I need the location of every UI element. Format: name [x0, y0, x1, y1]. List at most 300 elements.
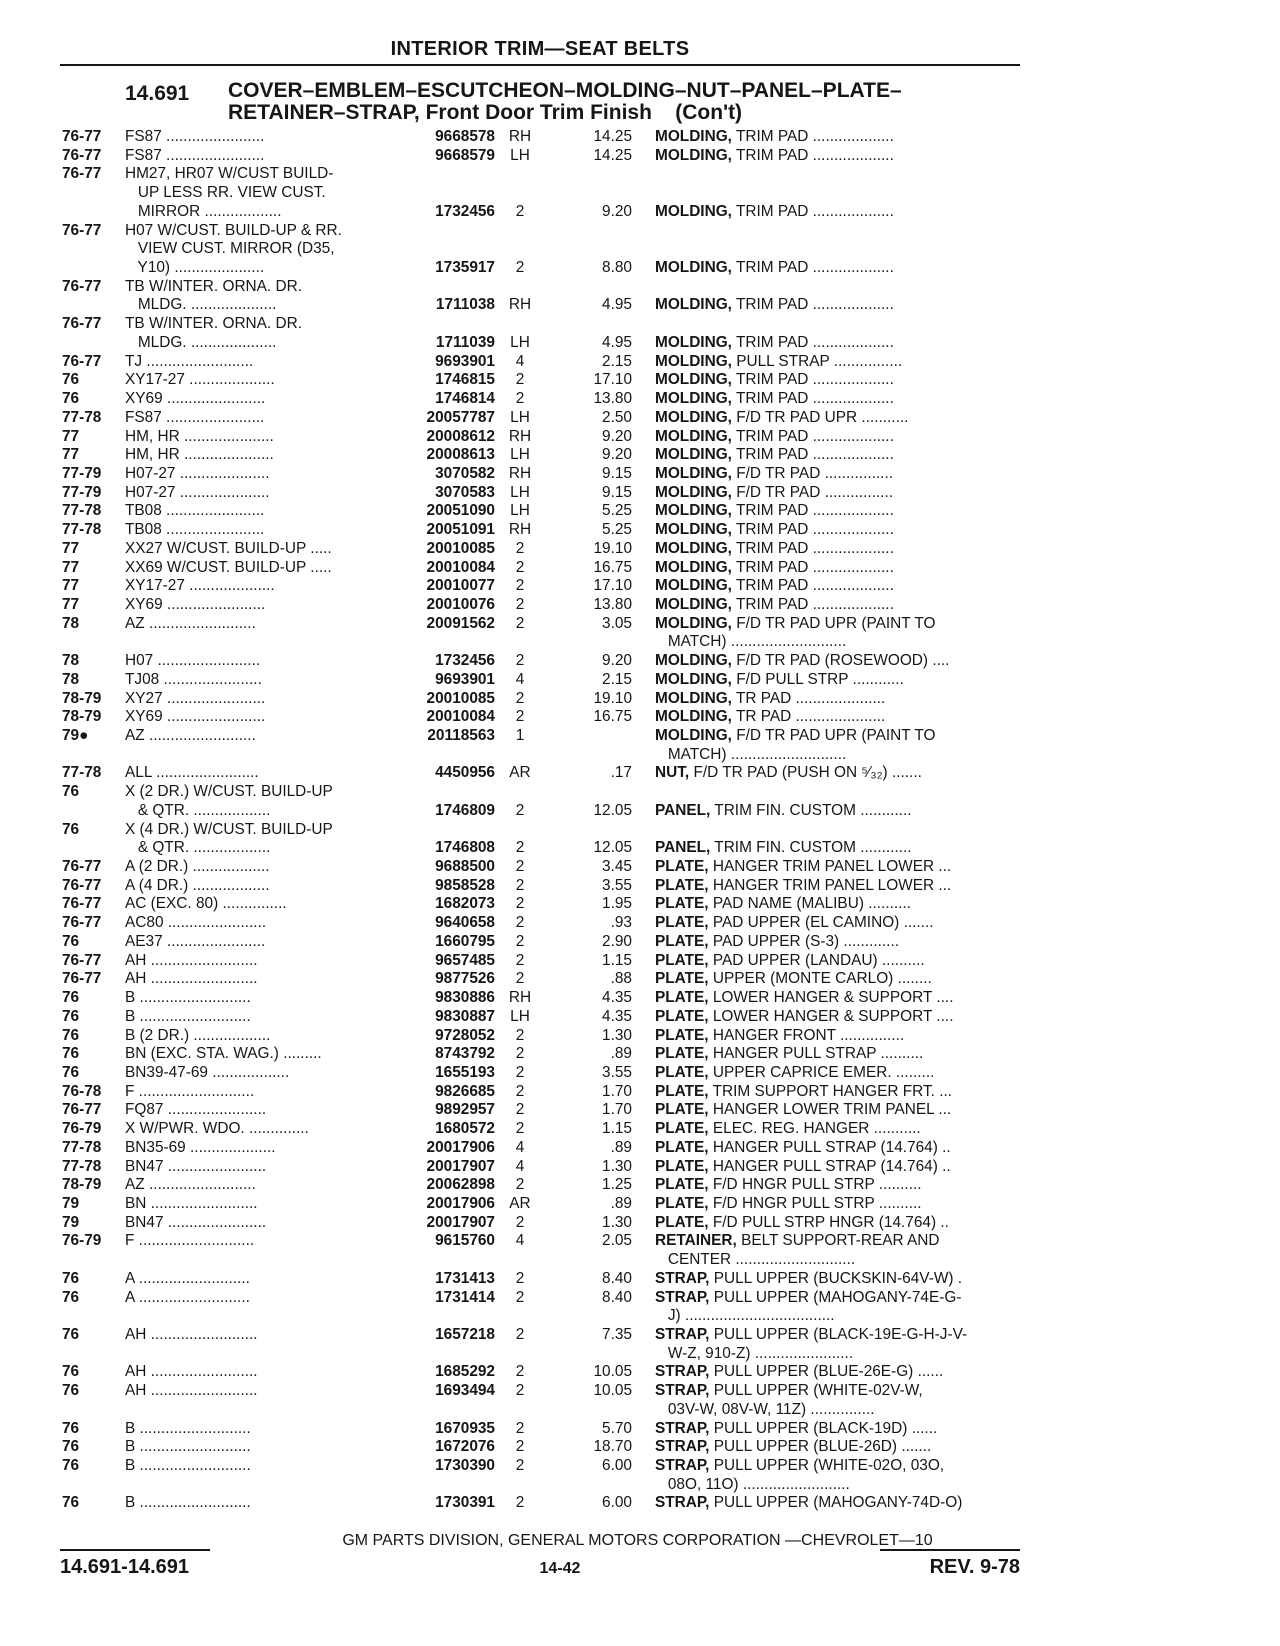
year-cell: 76-78 [62, 1082, 102, 1100]
year-cell: 76 [62, 1007, 80, 1025]
part-number-cell: 9830887 [435, 1007, 495, 1025]
part-number-cell: 4450956 [435, 764, 495, 782]
quantity-cell: 2 [515, 1101, 525, 1119]
footer-publisher: GM PARTS DIVISION, GENERAL MOTORS CORPORATION —CHEVROLET—10 [342, 1532, 933, 1549]
table-row [0, 1420, 1280, 1439]
model-cell: X (2 DR.) W/CUST. BUILD-UP [125, 783, 333, 801]
description-cell [655, 1494, 1017, 1513]
quantity-cell: 2 [515, 1438, 525, 1456]
quantity-cell: 2 [515, 202, 525, 220]
table-row [0, 409, 1280, 428]
price-cell: 9.20 [602, 652, 632, 670]
description-keyword: MOLDING, [655, 577, 732, 595]
description-text: TRIM PAD ................... [731, 146, 894, 164]
part-number-cell: 9640658 [435, 914, 495, 932]
price-cell: 17.10 [593, 577, 632, 595]
description-text: TRIM PAD ................... [731, 333, 894, 351]
part-number-cell: 20008613 [426, 446, 495, 464]
table-row [0, 540, 1280, 559]
price-cell: 3.45 [602, 858, 632, 876]
description-text: TRIM PAD ................... [731, 595, 894, 613]
description-cell [655, 1438, 1017, 1457]
description-text: PULL UPPER (BLACK-19E-G-H-J-V- [709, 1326, 968, 1343]
year-cell: 79 [62, 1213, 80, 1231]
table-row [0, 1195, 1280, 1214]
description-text: TRIM FIN. CUSTOM ............ [710, 801, 912, 819]
description-keyword: PLATE, [655, 1026, 709, 1044]
price-cell: 1.70 [602, 1101, 632, 1119]
description-cell [655, 1214, 1017, 1233]
description-keyword: MOLDING, [655, 670, 732, 688]
quantity-cell: 2 [515, 1382, 525, 1400]
description-text: TRIM PAD ................... [731, 296, 894, 314]
part-number-cell: 1746814 [435, 390, 495, 408]
model-cell: HM, HR ..................... [125, 427, 274, 445]
price-cell: 3.05 [602, 614, 632, 632]
model-cell: F ........................... [125, 1232, 255, 1250]
part-number-cell: 1731413 [435, 1269, 495, 1287]
part-number-cell: 9858528 [435, 876, 495, 894]
price-cell: 1.25 [602, 1176, 632, 1194]
description-text: TRIM FIN. CUSTOM ............ [710, 839, 912, 857]
description-text: F/D TR PAD (ROSEWOOD) .... [731, 652, 950, 670]
description-text: HANGER PULL STRAP .......... [708, 1045, 924, 1063]
table-row [0, 1307, 1280, 1326]
model-cell: XY17-27 .................... [125, 371, 275, 389]
model-cell: AE37 ....................... [125, 932, 266, 950]
price-cell: .17 [610, 764, 632, 782]
quantity-cell: 2 [515, 558, 525, 576]
year-cell: 76 [62, 1288, 80, 1306]
table-row [0, 764, 1280, 783]
model-cell: UP LESS RR. VIEW CUST. [125, 184, 326, 202]
description-keyword: MOLDING, [655, 371, 732, 389]
description-keyword: MOLDING, [655, 689, 732, 707]
table-row [0, 559, 1280, 578]
model-cell: A (4 DR.) .................. [125, 876, 270, 894]
table-row [0, 203, 1280, 222]
table-row [0, 970, 1280, 989]
description-text: TRIM SUPPORT HANGER FRT. ... [708, 1082, 953, 1100]
description-keyword: STRAP, [655, 1288, 710, 1306]
year-cell: 76 [62, 371, 80, 389]
description-text: HANGER PULL STRAP (14.764) .. [708, 1157, 951, 1175]
year-cell: 79 [62, 1194, 80, 1212]
table-row [0, 1158, 1280, 1177]
description-text: TRIM PAD ................... [731, 446, 894, 464]
description-keyword: RETAINER, [655, 1232, 737, 1250]
table-row [0, 933, 1280, 952]
description-cell [655, 877, 1017, 896]
quantity-cell: 2 [515, 801, 525, 819]
year-cell: 77-79 [62, 483, 102, 501]
part-number-cell: 1732456 [435, 652, 495, 670]
price-cell: 1.15 [602, 1120, 632, 1138]
quantity-cell: 2 [515, 932, 525, 950]
model-cell: XX27 W/CUST. BUILD-UP ..... [125, 539, 332, 557]
part-number-cell: 20010084 [426, 558, 495, 576]
description-keyword: MOLDING, [655, 352, 732, 370]
description-text: HANGER TRIM PANEL LOWER ... [708, 876, 952, 894]
quantity-cell: LH [510, 446, 530, 464]
description-keyword: PLATE, [655, 1063, 709, 1081]
description-cell [655, 559, 1017, 578]
description-cell [655, 465, 1017, 484]
quantity-cell: 2 [515, 895, 525, 913]
model-cell: AH ......................... [125, 970, 258, 988]
quantity-cell: 2 [515, 577, 525, 595]
year-cell: 77-78 [62, 764, 102, 782]
model-cell: HM, HR ..................... [125, 446, 274, 464]
model-cell: H07-27 ..................... [125, 464, 270, 482]
model-cell: XY69 ....................... [125, 595, 266, 613]
table-row [0, 783, 1280, 802]
table-row [0, 1270, 1280, 1289]
description-text: TRIM PAD ................... [731, 502, 894, 520]
quantity-cell: 2 [515, 970, 525, 988]
price-cell: 4.35 [602, 1007, 632, 1025]
description-text: PULL STRAP ................ [731, 352, 903, 370]
table-row [0, 914, 1280, 933]
quantity-cell: 4 [515, 670, 525, 688]
year-cell: 76-79 [62, 1232, 102, 1250]
description-keyword: PANEL, [655, 801, 711, 819]
year-cell: 77-78 [62, 521, 102, 539]
quantity-cell: LH [510, 502, 530, 520]
description-cell [655, 147, 1017, 166]
year-cell: 76-77 [62, 165, 102, 183]
model-cell: B .......................... [125, 1457, 251, 1475]
quantity-cell: 2 [515, 914, 525, 932]
table-row [0, 502, 1280, 521]
description-text: J) ................................... [655, 1307, 835, 1325]
price-cell: 3.55 [602, 876, 632, 894]
model-cell: BN ......................... [125, 1194, 258, 1212]
price-cell: 9.20 [602, 446, 632, 464]
part-number-cell: 1735917 [435, 259, 495, 277]
model-cell: TB08 ....................... [125, 521, 265, 539]
table-row [0, 222, 1280, 241]
part-number-cell: 20062898 [426, 1176, 495, 1194]
table-row [0, 1176, 1280, 1195]
part-number-cell: 1685292 [435, 1363, 495, 1381]
description-text: 03V-W, 08V-W, 11Z) ............... [655, 1400, 875, 1418]
price-cell: 1.70 [602, 1082, 632, 1100]
price-cell: 7.35 [602, 1326, 632, 1343]
price-cell: 19.10 [593, 539, 632, 557]
price-cell: 6.00 [602, 1494, 632, 1512]
year-cell: 76-79 [62, 1120, 102, 1138]
year-cell: 76-77 [62, 146, 102, 164]
quantity-cell: LH [510, 483, 530, 501]
price-cell: .88 [610, 970, 632, 988]
description-text: TRIM PAD ................... [731, 371, 894, 389]
quantity-cell: 2 [515, 1026, 525, 1044]
table-row [0, 1382, 1280, 1401]
table-row [0, 1083, 1280, 1102]
table-row [0, 1363, 1280, 1382]
part-number-cell: 1746815 [435, 371, 495, 389]
model-cell: BN47 ....................... [125, 1157, 267, 1175]
quantity-cell: 4 [515, 352, 525, 370]
model-cell: F ........................... [125, 1082, 255, 1100]
description-text: PAD NAME (MALIBU) .......... [708, 895, 911, 913]
model-cell: AH ......................... [125, 951, 258, 969]
table-row [0, 1232, 1280, 1251]
description-text: HANGER TRIM PANEL LOWER ... [708, 858, 952, 876]
description-keyword: PLATE, [655, 1101, 709, 1119]
table-row [0, 989, 1280, 1008]
model-cell: FS87 ....................... [125, 408, 265, 426]
table-row [0, 1457, 1280, 1476]
year-cell: 76-77 [62, 914, 102, 932]
year-cell: 76-77 [62, 858, 102, 876]
description-text: F/D TR PAD ................ [731, 464, 894, 482]
quantity-cell: 2 [515, 876, 525, 894]
description-text: TRIM PAD ................... [731, 202, 894, 220]
quantity-cell: 2 [515, 259, 525, 277]
year-cell: 77 [62, 446, 80, 464]
year-cell: 76 [62, 1269, 80, 1287]
price-cell: 8.40 [602, 1288, 632, 1306]
year-cell: 78-79 [62, 708, 102, 726]
description-cell [655, 1083, 1017, 1102]
year-cell: 77 [62, 427, 80, 445]
footer-section-range: 14.691-14.691 [60, 1556, 190, 1578]
part-number-cell: 20118563 [427, 727, 495, 744]
table-row [0, 615, 1280, 634]
description-cell [655, 1420, 1017, 1439]
year-cell: 76-77 [62, 352, 102, 370]
year-cell: 76-77 [62, 221, 102, 239]
description-text: F/D TR PAD (PUSH ON ⁵⁄₃₂) ....... [689, 764, 922, 782]
year-cell: 76 [62, 1326, 80, 1343]
description-keyword: PLATE, [655, 1194, 709, 1212]
description-text: TRIM PAD ................... [731, 427, 894, 445]
description-cell [655, 914, 1017, 933]
part-number-cell: 20010077 [426, 577, 495, 595]
quantity-cell: 2 [515, 1120, 525, 1138]
model-cell: H07-27 ..................... [125, 483, 270, 501]
description-cell [655, 1326, 1017, 1345]
description-keyword: STRAP, [655, 1269, 710, 1287]
description-text: W-Z, 910-Z) ....................... [655, 1344, 854, 1362]
price-cell: 5.70 [602, 1419, 632, 1437]
description-cell [655, 1195, 1017, 1214]
price-cell: 6.00 [602, 1457, 632, 1475]
part-number-cell: 1672076 [435, 1438, 495, 1456]
description-cell [655, 1176, 1017, 1195]
description-cell [655, 764, 1017, 783]
quantity-cell: 2 [515, 1176, 525, 1194]
quantity-cell: 2 [515, 1288, 525, 1306]
price-cell: 17.10 [593, 371, 632, 389]
description-keyword: PLATE, [655, 989, 709, 1007]
description-text: PULL UPPER (BLUE-26D) ....... [709, 1438, 932, 1456]
description-cell [655, 895, 1017, 914]
table-row [0, 671, 1280, 690]
model-cell: XY27 ....................... [125, 689, 266, 707]
table-row [0, 1401, 1280, 1420]
description-keyword: MOLDING, [655, 502, 732, 520]
description-keyword: MOLDING, [655, 333, 732, 351]
quantity-cell: RH [508, 296, 532, 314]
description-keyword: PLATE, [655, 1120, 709, 1138]
table-row [0, 465, 1280, 484]
description-keyword: PLATE, [655, 1082, 709, 1100]
year-cell: 76-77 [62, 876, 102, 894]
description-cell [655, 1101, 1017, 1120]
description-cell [655, 1027, 1017, 1046]
price-cell: 18.70 [593, 1438, 632, 1456]
description-text: TRIM PAD ................... [731, 558, 894, 576]
year-cell: 76 [62, 932, 80, 950]
part-number-cell: 9728052 [435, 1026, 495, 1044]
quantity-cell: 2 [515, 1063, 525, 1081]
description-keyword: PLATE, [655, 1007, 709, 1025]
part-number-cell: 20051091 [426, 521, 495, 539]
price-cell: 14.25 [593, 128, 632, 145]
description-cell [655, 1064, 1017, 1083]
table-row [0, 690, 1280, 709]
table-row [0, 428, 1280, 447]
description-text: BELT SUPPORT-REAR AND [736, 1232, 940, 1250]
quantity-cell: 2 [515, 390, 525, 408]
table-row [0, 1289, 1280, 1308]
description-keyword: PANEL, [655, 839, 711, 857]
part-number-cell: 1746809 [435, 801, 495, 819]
description-cell [655, 1158, 1017, 1177]
description-keyword: STRAP, [655, 1457, 710, 1475]
model-cell: AZ ......................... [125, 1176, 256, 1194]
description-text: F/D TR PAD UPR (PAINT TO [731, 614, 936, 632]
description-keyword: MOLDING, [655, 614, 732, 632]
model-cell: B .......................... [125, 989, 251, 1007]
part-number-cell: 9877526 [435, 970, 495, 988]
quantity-cell: 2 [515, 1326, 525, 1343]
year-cell: 79● [62, 727, 89, 744]
table-row [0, 1345, 1280, 1364]
description-keyword: MOLDING, [655, 427, 732, 445]
model-cell: ALL ........................ [125, 764, 259, 782]
table-row [0, 895, 1280, 914]
year-cell: 78-79 [62, 1176, 102, 1194]
year-cell: 76-77 [62, 951, 102, 969]
description-text: ELEC. REG. HANGER ........... [708, 1120, 921, 1138]
description-keyword: STRAP, [655, 1438, 710, 1456]
model-cell: MLDG. .................... [125, 296, 277, 314]
price-cell: 2.15 [602, 670, 632, 688]
price-cell: 2.50 [602, 408, 632, 426]
model-cell: XY69 ....................... [125, 390, 266, 408]
table-row [0, 147, 1280, 166]
model-cell: TB W/INTER. ORNA. DR. [125, 315, 302, 333]
description-cell [655, 1139, 1017, 1158]
description-cell [655, 615, 1017, 634]
description-text: TR PAD ..................... [731, 708, 886, 726]
description-keyword: STRAP, [655, 1363, 710, 1381]
part-number-cell: 9892957 [435, 1101, 495, 1119]
description-text: TRIM PAD ................... [731, 128, 894, 145]
part-number-cell: 9693901 [435, 352, 495, 370]
description-cell [655, 858, 1017, 877]
quantity-cell: 2 [515, 1494, 525, 1512]
table-row [0, 296, 1280, 315]
part-number-cell: 9615760 [435, 1232, 495, 1250]
description-cell [655, 1008, 1017, 1027]
price-cell: 13.80 [593, 390, 632, 408]
description-text: PAD UPPER (LANDAU) .......... [708, 951, 925, 969]
description-cell [655, 1045, 1017, 1064]
model-cell: XY17-27 .................... [125, 577, 275, 595]
table-row [0, 633, 1280, 652]
price-cell: 4.95 [602, 296, 632, 314]
description-text: TRIM PAD ................... [731, 539, 894, 557]
description-text: 08O, 11O) ......................... [655, 1475, 850, 1493]
description-cell [655, 970, 1017, 989]
quantity-cell: 2 [515, 371, 525, 389]
table-row [0, 1045, 1280, 1064]
model-cell: AZ ......................... [125, 614, 256, 632]
quantity-cell: 2 [515, 689, 525, 707]
description-cell [655, 1270, 1017, 1289]
table-row [0, 184, 1280, 203]
description-cell [655, 1232, 1017, 1251]
price-cell: 1.30 [602, 1213, 632, 1231]
price-cell: 4.95 [602, 333, 632, 351]
year-cell: 77 [62, 539, 80, 557]
model-cell: MLDG. .................... [125, 333, 277, 351]
description-text: F/D TR PAD ................ [731, 483, 894, 501]
description-keyword: PLATE, [655, 970, 709, 988]
description-cell [655, 727, 1017, 746]
description-keyword: MOLDING, [655, 146, 732, 164]
part-number-cell: 9693901 [435, 670, 495, 688]
table-row [0, 858, 1280, 877]
description-keyword: MOLDING, [655, 521, 732, 539]
description-cell [655, 933, 1017, 952]
description-text: LOWER HANGER & SUPPORT .... [708, 1007, 954, 1025]
description-text: F/D PULL STRP ............ [731, 670, 904, 688]
table-row [0, 128, 1280, 147]
year-cell: 77-79 [62, 464, 102, 482]
description-keyword: PLATE, [655, 1138, 709, 1156]
page-header-title: INTERIOR TRIM—SEAT BELTS [390, 38, 690, 60]
table-row [0, 484, 1280, 503]
model-cell: AZ ......................... [125, 727, 256, 744]
description-keyword: NUT, [655, 764, 690, 782]
description-text: TRIM PAD ................... [731, 259, 894, 277]
footer-page-number: 14-42 [539, 1560, 581, 1577]
description-keyword: PLATE, [655, 1176, 709, 1194]
model-cell: FS87 ....................... [125, 128, 265, 145]
part-number-cell: 20091562 [426, 614, 495, 632]
model-cell: B .......................... [125, 1494, 251, 1512]
part-number-cell: 9826685 [435, 1082, 495, 1100]
description-cell [655, 1307, 1017, 1326]
description-cell [655, 690, 1017, 709]
table-row [0, 240, 1280, 259]
description-keyword: PLATE, [655, 858, 709, 876]
year-cell: 76 [62, 1419, 80, 1437]
year-cell: 76 [62, 1494, 80, 1512]
section-title-line1: COVER–EMBLEM–ESCUTCHEON–MOLDING–NUT–PANEL–PLATE– [228, 79, 902, 102]
section-title [228, 80, 902, 124]
year-cell: 77-78 [62, 1138, 102, 1156]
description-cell [655, 371, 1017, 390]
part-number-cell: 1730391 [435, 1494, 495, 1512]
part-number-cell: 20017907 [426, 1213, 495, 1231]
